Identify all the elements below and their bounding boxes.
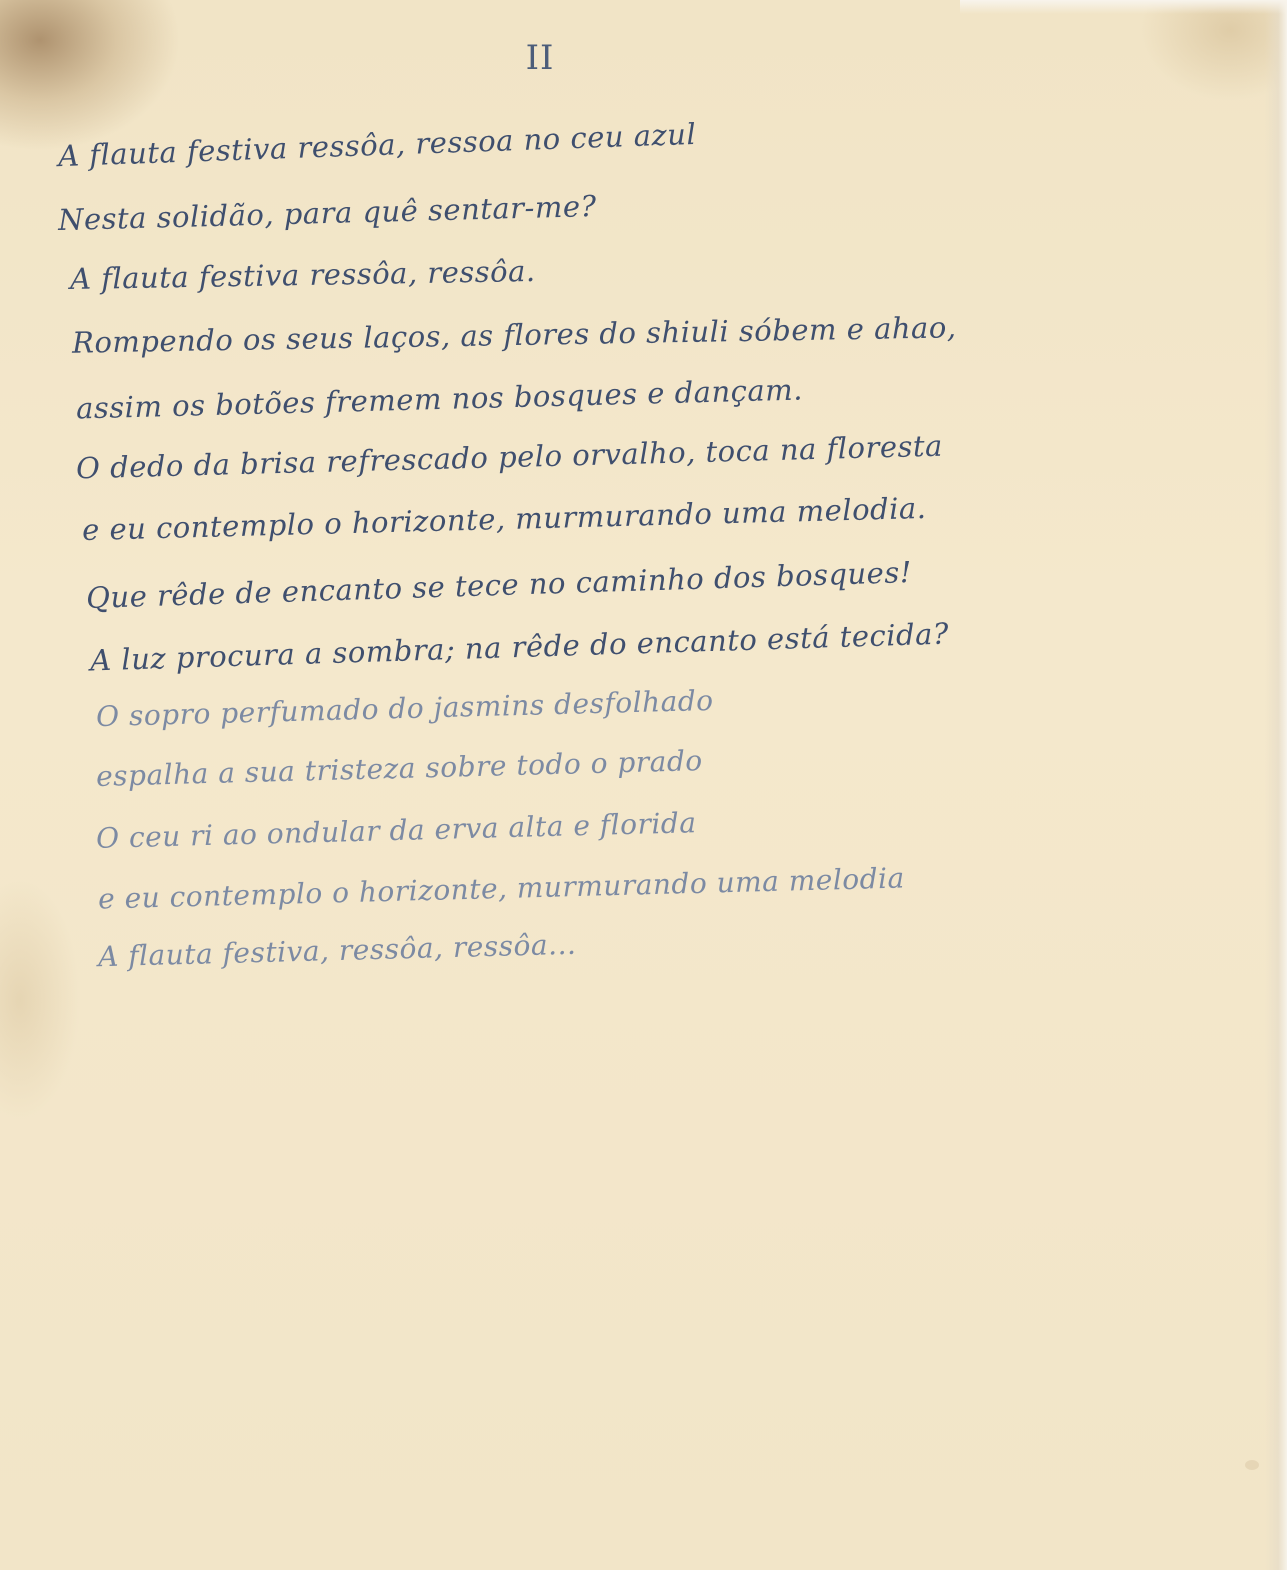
poem-line-5: assim os botões fremem nos bosques e dançam. xyxy=(75,372,804,426)
poem-line-8: Que rêde de encanto se tece no caminho dos bosques! xyxy=(85,555,913,615)
poem-line-1: A flauta festiva ressôa, ressoa no ceu azul xyxy=(57,116,697,174)
poem-line-10: O sopro perfumado do jasmins desfolhado xyxy=(95,683,714,734)
paper-edge xyxy=(1265,0,1287,1570)
section-numeral: II xyxy=(525,38,555,78)
poem-line-13: e eu contemplo o horizonte, murmurando uma melodia xyxy=(97,861,906,916)
poem-line-3: A flauta festiva ressôa, ressôa. xyxy=(69,253,536,297)
poem-line-9: A luz procura a sombra; na rêde do encanto está tecida? xyxy=(89,616,950,678)
paper-stain xyxy=(1245,1460,1259,1470)
poem-line-2: Nesta solidão, para quê sentar-me? xyxy=(57,188,597,238)
poem-line-11: espalha a sua tristeza sobre todo o prado xyxy=(95,744,704,793)
paper-torn-edge xyxy=(960,0,1287,14)
poem-line-12: O ceu ri ao ondular da erva alta e florida xyxy=(95,806,697,855)
poem-line-6: O dedo da brisa refrescado pelo orvalho, toca na floresta xyxy=(75,428,944,486)
poem-line-14: A flauta festiva, ressôa, ressôa... xyxy=(97,927,577,974)
poem-line-7: e eu contemplo o horizonte, murmurando uma melodia. xyxy=(81,490,927,548)
poem-line-4: Rompendo os seus laços, as flores do shiuli sóbem e ahao, xyxy=(71,310,957,360)
